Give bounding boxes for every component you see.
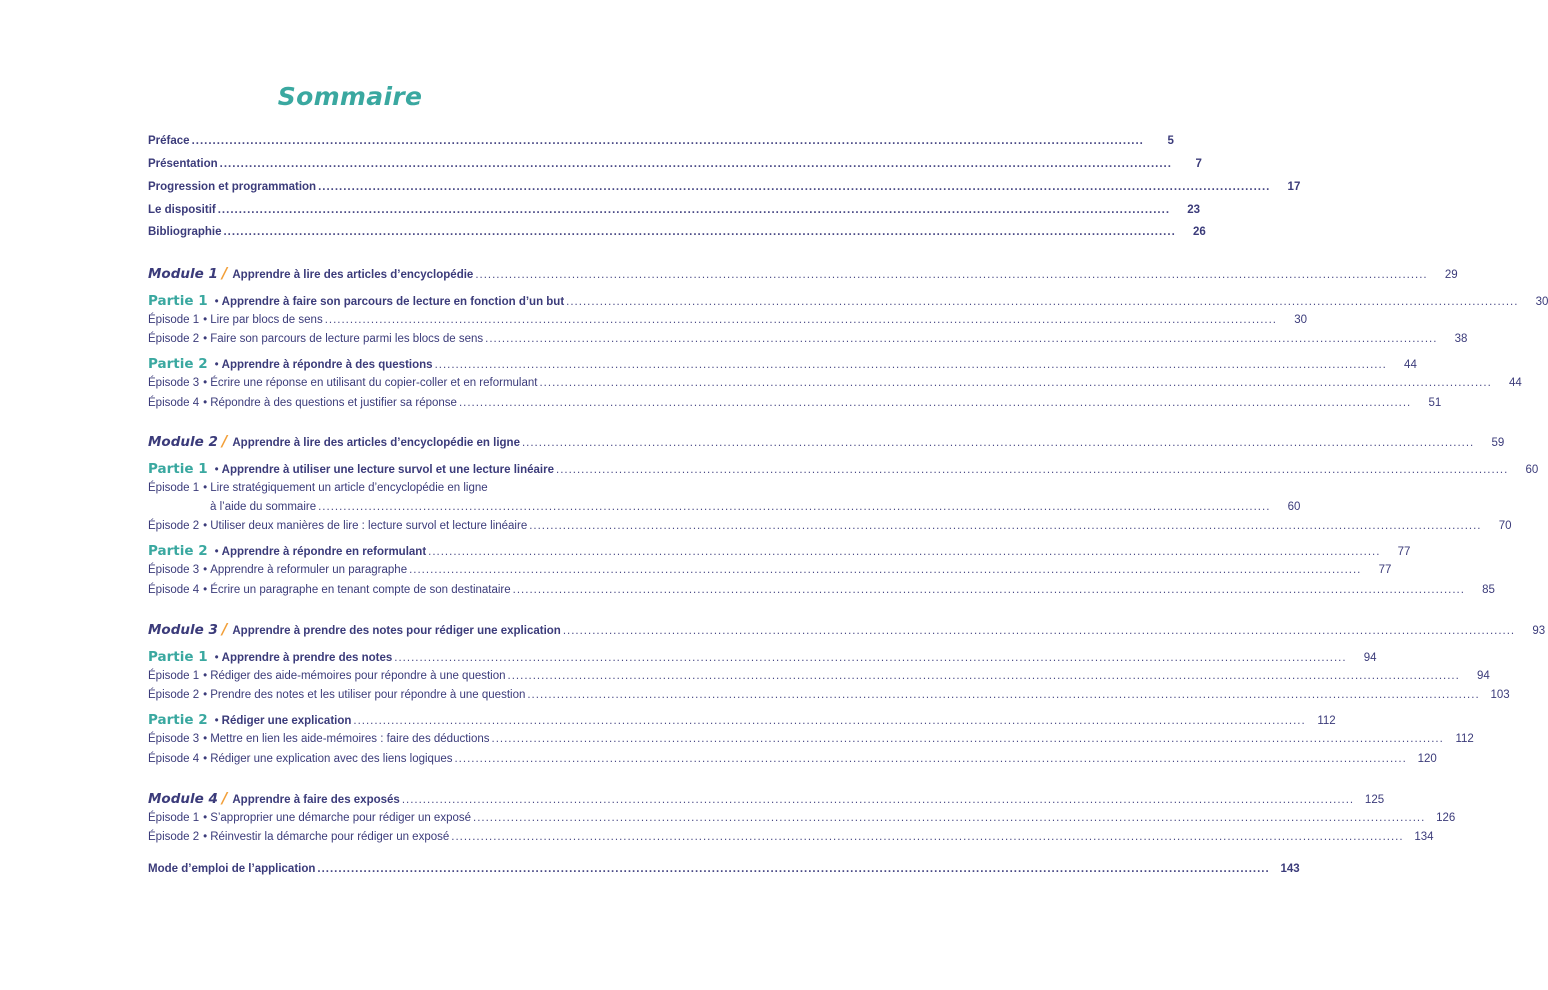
episode-text: Prendre des notes et les utiliser pour répondre à une question — [210, 689, 526, 701]
page-number: 77 — [1397, 546, 1411, 558]
dot-leader — [563, 624, 1515, 638]
bullet: • — [214, 652, 219, 664]
episode-text: Écrire une réponse en utilisant du copier-coller et en reformulant — [210, 377, 538, 389]
bullet: • — [203, 689, 208, 701]
page-number: 44 — [1404, 359, 1417, 371]
episode-label: Épisode 1 — [148, 812, 200, 824]
dot-leader — [459, 396, 1411, 410]
dot-leader — [317, 862, 1269, 876]
page-number: 5 — [1167, 135, 1174, 147]
part-label: Partie 1 — [148, 461, 208, 477]
dot-leader — [428, 545, 1380, 559]
toc-entry-bibliographie[interactable] — [148, 225, 1206, 239]
episode-label: Épisode 1 — [148, 314, 200, 326]
toc-episode[interactable] — [148, 688, 1510, 702]
page-number: 30 — [1535, 296, 1548, 308]
page-number: 7 — [1195, 158, 1202, 170]
toc-part[interactable] — [148, 649, 1377, 665]
toc-part[interactable] — [148, 293, 1548, 309]
episode-text: Répondre à des questions et justifier sa réponse — [210, 397, 457, 409]
toc-episode[interactable] — [148, 376, 1522, 390]
dot-leader — [220, 157, 1172, 171]
episode-text: Rédiger des aide-mémoires pour répondre à une question — [210, 670, 506, 682]
dot-leader — [539, 376, 1491, 390]
module-label: Module 2 — [148, 434, 218, 450]
dot-leader — [513, 583, 1465, 597]
page-number: 59 — [1491, 437, 1505, 449]
part-title: Apprendre à répondre en reformulant — [221, 546, 427, 558]
toc-entry-preface[interactable] — [148, 134, 1174, 148]
dot-leader — [218, 203, 1170, 217]
slash-mark: / — [221, 264, 228, 282]
episode-label: Épisode 2 — [148, 831, 200, 843]
dot-leader — [402, 793, 1354, 807]
toc-episode[interactable] — [148, 669, 1490, 683]
bullet: • — [203, 314, 208, 326]
module-label: Module 4 — [148, 791, 218, 807]
toc-episode[interactable] — [148, 583, 1495, 597]
dot-leader — [508, 669, 1460, 683]
episode-text: Mettre en lien les aide-mémoires : faire des déductions — [210, 733, 490, 745]
bullet: • — [203, 753, 208, 765]
part-title: Apprendre à prendre des notes — [221, 652, 393, 664]
toc-module-4[interactable] — [148, 789, 1385, 807]
toc-episode[interactable] — [148, 811, 1456, 825]
bullet: • — [203, 831, 208, 843]
slash-mark: / — [221, 432, 228, 450]
part-title: Apprendre à utiliser une lecture survol et une lecture linéaire — [221, 464, 554, 476]
page-number: 126 — [1436, 812, 1456, 824]
bullet: • — [203, 333, 208, 345]
bullet: • — [203, 377, 208, 389]
dot-leader — [529, 519, 1481, 533]
page-number: 38 — [1454, 333, 1468, 345]
dot-leader — [451, 830, 1403, 844]
page-number: 94 — [1477, 670, 1490, 682]
dot-leader — [527, 688, 1479, 702]
toc-part[interactable] — [148, 543, 1411, 559]
entry-text: Mode d’emploi de l’application — [148, 863, 316, 875]
dot-leader — [522, 436, 1474, 450]
toc-part[interactable] — [148, 356, 1417, 372]
episode-label: Épisode 2 — [148, 333, 200, 345]
episode-label: Épisode 2 — [148, 520, 200, 532]
page-number: 23 — [1187, 204, 1201, 216]
toc-entry-progression[interactable] — [148, 180, 1301, 194]
page-number: 112 — [1317, 715, 1336, 727]
page-number: 143 — [1280, 863, 1300, 875]
slash-mark: / — [221, 789, 228, 807]
bullet: • — [203, 670, 208, 682]
episode-label: Épisode 1 — [148, 670, 200, 682]
module-label: Module 1 — [148, 266, 218, 282]
dot-leader — [475, 268, 1427, 282]
bullet: • — [203, 564, 208, 576]
bullet: • — [214, 546, 219, 558]
bullet: • — [214, 296, 219, 308]
page-number: 26 — [1192, 226, 1206, 238]
dot-leader — [492, 732, 1444, 746]
episode-label: Épisode 3 — [148, 733, 200, 745]
bullet: • — [214, 715, 219, 727]
page-number: 112 — [1455, 733, 1474, 745]
toc-episode[interactable] — [148, 481, 615, 495]
entry-text: Préface — [148, 135, 190, 147]
part-label: Partie 1 — [148, 649, 208, 665]
episode-text: Apprendre à reformuler un paragraphe — [210, 564, 408, 576]
module-title: Apprendre à faire des exposés — [232, 794, 400, 806]
toc-episode[interactable] — [148, 563, 1392, 577]
module-title: Apprendre à lire des articles d’encyclopédie en ligne — [232, 437, 520, 449]
dot-leader — [485, 332, 1437, 346]
toc-episode[interactable] — [148, 396, 1442, 410]
dot-leader — [192, 134, 1144, 148]
toc-episode[interactable] — [148, 313, 1307, 327]
episode-label: Épisode 3 — [148, 377, 200, 389]
part-label: Partie 2 — [148, 543, 208, 559]
page-number: 70 — [1498, 520, 1512, 532]
part-label: Partie 2 — [148, 356, 208, 372]
page-number: 134 — [1414, 831, 1434, 843]
toc-part[interactable] — [148, 461, 1539, 477]
page-number: 93 — [1532, 625, 1546, 637]
toc-entry-dispositif[interactable] — [148, 203, 1201, 217]
bullet: • — [214, 464, 219, 476]
page-number: 51 — [1428, 397, 1442, 409]
episode-label: Épisode 4 — [148, 753, 200, 765]
module-label: Module 3 — [148, 622, 218, 638]
bullet: • — [203, 520, 208, 532]
toc-episode[interactable] — [148, 752, 1437, 766]
toc-entry-mode-emploi[interactable] — [148, 862, 1300, 876]
episode-text: Réinvestir la démarche pour rédiger un exposé — [210, 831, 450, 843]
dot-leader — [394, 651, 1346, 665]
bullet: • — [203, 397, 208, 409]
episode-text: Faire son parcours de lecture parmi les blocs de sens — [210, 333, 484, 345]
episode-text: S’approprier une démarche pour rédiger un exposé — [210, 812, 472, 824]
episode-text: Lire stratégiquement un article d’encyclopédie en ligne — [210, 482, 488, 494]
dot-leader — [566, 295, 1518, 309]
dot-leader — [318, 500, 1270, 514]
episode-label: Épisode 1 — [148, 482, 200, 494]
episode-text: Lire par blocs de sens — [210, 314, 323, 326]
bullet: • — [214, 359, 219, 371]
episode-label: Épisode 2 — [148, 689, 200, 701]
bullet: • — [203, 584, 208, 596]
dot-leader — [435, 358, 1387, 372]
toc-module-3[interactable] — [148, 620, 1546, 638]
entry-text: Le dispositif — [148, 204, 216, 216]
toc-episode[interactable] — [148, 732, 1474, 746]
slash-mark: / — [221, 620, 228, 638]
module-title: Apprendre à prendre des notes pour rédiger une explication — [232, 625, 561, 637]
dot-leader — [556, 463, 1508, 477]
page-number: 60 — [1525, 464, 1539, 476]
episode-continuation-text: à l’aide du sommaire — [210, 501, 317, 513]
entry-text: Progression et programmation — [148, 181, 317, 193]
part-title: Apprendre à faire son parcours de lecture en fonction d’un but — [221, 296, 565, 308]
part-title: Rédiger une explication — [221, 715, 352, 727]
page-number: 30 — [1294, 314, 1307, 326]
episode-text: Écrire un paragraphe en tenant compte de son destinataire — [210, 584, 511, 596]
episode-text: Rédiger une explication avec des liens logiques — [210, 753, 453, 765]
dot-leader — [473, 811, 1425, 825]
dot-leader — [318, 180, 1270, 194]
dot-leader — [454, 752, 1406, 766]
toc-part[interactable] — [148, 712, 1336, 728]
episode-label: Épisode 4 — [148, 584, 200, 596]
toc-episode[interactable] — [148, 830, 1434, 844]
toc-module-2[interactable] — [148, 432, 1505, 450]
episode-label: Épisode 3 — [148, 564, 200, 576]
page-number: 103 — [1490, 689, 1510, 701]
episode-label: Épisode 4 — [148, 397, 200, 409]
part-label: Partie 1 — [148, 293, 208, 309]
page-number: 85 — [1482, 584, 1495, 596]
entry-text: Présentation — [148, 158, 218, 170]
bullet: • — [203, 812, 208, 824]
module-title: Apprendre à lire des articles d’encyclopédie — [232, 269, 474, 281]
toc-episode[interactable] — [148, 332, 1468, 346]
dot-leader — [325, 313, 1277, 327]
toc-entry-presentation[interactable] — [148, 157, 1202, 171]
page-number: 94 — [1363, 652, 1377, 664]
page-title: Sommaire — [277, 82, 423, 111]
toc-module-1[interactable] — [148, 264, 1458, 282]
episode-text: Utiliser deux manières de lire : lecture survol et lecture linéaire — [210, 520, 528, 532]
bullet: • — [203, 482, 208, 494]
page-number: 44 — [1508, 377, 1522, 389]
bullet: • — [203, 733, 208, 745]
page-number: 29 — [1444, 269, 1458, 281]
toc-episode[interactable] — [148, 519, 1512, 533]
toc-episode-continuation[interactable] — [148, 500, 1301, 514]
page-number: 77 — [1378, 564, 1392, 576]
part-title: Apprendre à répondre à des questions — [221, 359, 433, 371]
dot-leader — [223, 225, 1175, 239]
page-number: 120 — [1417, 753, 1437, 765]
dot-leader — [409, 563, 1361, 577]
page-number: 17 — [1287, 181, 1301, 193]
entry-text: Bibliographie — [148, 226, 222, 238]
page-number: 125 — [1364, 794, 1385, 806]
part-label: Partie 2 — [148, 712, 208, 728]
dot-leader — [353, 714, 1305, 728]
page-number: 60 — [1287, 501, 1301, 513]
